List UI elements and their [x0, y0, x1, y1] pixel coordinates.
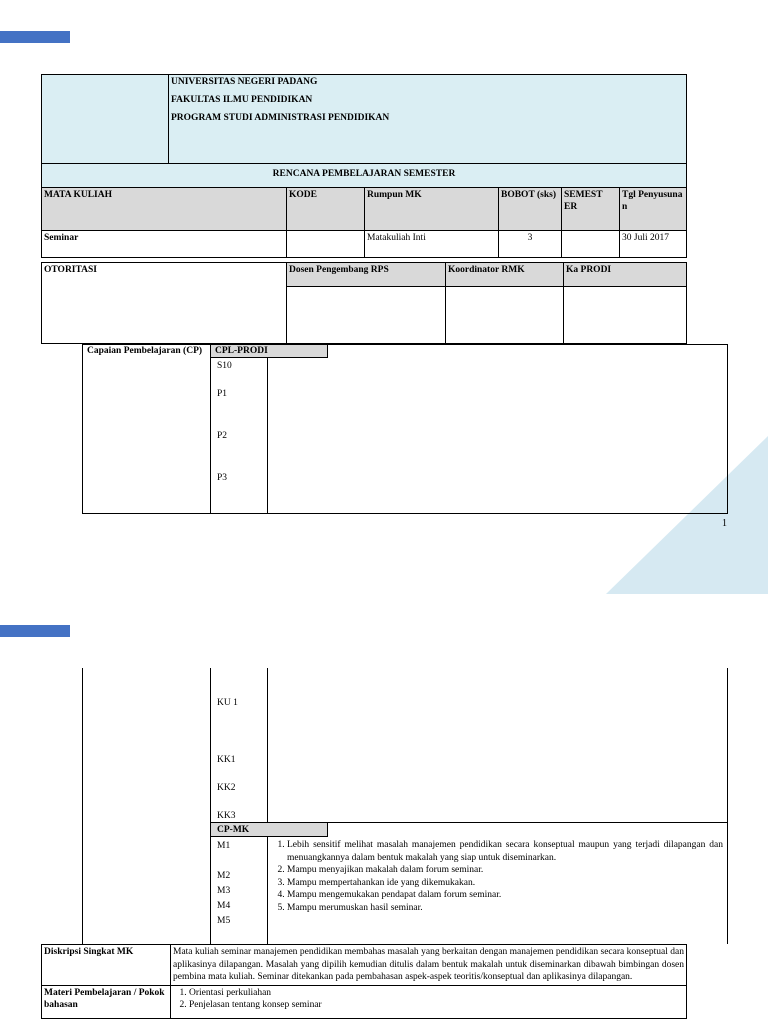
cp-mk-list: [271, 839, 723, 914]
otoritasi-table: [41, 262, 687, 344]
val-bobot: 3: [499, 231, 562, 258]
rps-title: RENCANA PEMBELAJARAN SEMESTER: [42, 164, 687, 190]
code-m1: M1: [217, 841, 231, 851]
code-p2: P2: [217, 431, 228, 441]
page1-accent-bar: [0, 31, 70, 43]
page-number: 1: [722, 518, 727, 529]
code-m2: M2: [217, 871, 231, 881]
deskripsi-text: Mata kuliah seminar manajemen pendidikan membahas masalah yang berkaitan dengan manajemen pendidikan secara konseptual dan aplikasinya dilapangan. Masalah yang dipilih kemudian ditulis dalam bentuk makalah untuk diseminarkan dibawah bimbingan dosen pembina mata kuliah. Seminar ditekankan pada pembahasan aspek-aspek teoritis/konseptual dan aplikasinya dilapangan.: [171, 945, 687, 986]
code-ku1: KU 1: [217, 698, 238, 708]
code-kk1: KK1: [217, 755, 236, 765]
col-kode: KODE: [287, 188, 365, 231]
kaprodi-header: Ka PRODI: [564, 263, 687, 287]
code-p3: P3: [217, 473, 228, 483]
code-kk2: KK2: [217, 783, 236, 793]
header-table: [41, 74, 687, 190]
materi-list: [171, 985, 687, 1018]
cp2-divider-1: [210, 668, 211, 944]
koordinator-header: Koordinator RMK: [446, 263, 564, 287]
otoritasi-label: OTORITASI: [42, 263, 287, 344]
materi-item: 1. Orientasi perkuliahan: [189, 987, 684, 999]
page2-accent-bar: [0, 625, 70, 637]
col-semester: SEMEST ER: [562, 188, 620, 231]
cp-mk-item: 4. Mampu mengemukakan pendapat dalam forum seminar.: [287, 889, 723, 902]
val-kode: [287, 231, 365, 258]
cp-divider-1: [210, 344, 211, 514]
code-s10: S10: [217, 361, 232, 371]
code-m5: M5: [217, 916, 231, 926]
university-name: UNIVERSITAS NEGERI PADANG: [171, 77, 318, 87]
cp-mk-item: 2. Mampu menyajikan makalah dalam forum seminar.: [287, 864, 723, 877]
materi-item: 2. Penjelasan tentang konsep seminar: [189, 999, 684, 1011]
code-m3: M3: [217, 886, 231, 896]
cpl-prodi-header: CPL-PRODI: [215, 346, 268, 356]
cp-block: [82, 344, 728, 514]
faculty-name: FAKULTAS ILMU PENDIDIKAN: [171, 95, 313, 105]
cp2-left-border: [82, 668, 83, 944]
university-header: [169, 75, 687, 164]
val-rumpun: Matakuliah Inti: [365, 231, 499, 258]
cp-mk-item: 5. Mampu merumuskan hasil seminar.: [287, 902, 723, 915]
materi-label: Materi Pembelajaran / Pokok bahasan: [42, 985, 171, 1018]
program-name: PROGRAM STUDI ADMINISTRASI PENDIDIKAN: [171, 113, 390, 123]
dosen-signature-cell: [287, 286, 446, 343]
cp2-divider-3: [267, 837, 268, 944]
cp-divider-2: [267, 358, 268, 514]
deskripsi-table: [41, 944, 687, 1019]
val-semester: [562, 231, 620, 258]
cp2-divider-2: [267, 668, 268, 823]
dosen-pengembang-header: Dosen Pengembang RPS: [287, 263, 446, 287]
code-p1: P1: [217, 389, 228, 399]
col-rumpun: Rumpun MK: [365, 188, 499, 231]
course-info-table: [41, 187, 687, 258]
col-mata-kuliah: MATA KULIAH: [42, 188, 287, 231]
code-kk3: KK3: [217, 811, 236, 821]
cp2-right-border: [727, 668, 728, 944]
cp-mk-header: CP-MK: [217, 825, 250, 835]
kaprodi-signature-cell: [564, 286, 687, 343]
col-tgl: Tgl Penyusuna n: [620, 188, 687, 231]
cp-mk-item: 3. Mampu mempertahankan ide yang dikemukakan.: [287, 877, 723, 890]
col-bobot: BOBOT (sks): [499, 188, 562, 231]
deskripsi-label: Diskripsi Singkat MK: [42, 945, 171, 986]
koordinator-signature-cell: [446, 286, 564, 343]
cp-mk-item: 1. Lebih sensitif melihat masalah manajemen pendidikan secara konseptual maupun yang terjadi dilapangan dan menuangkannya dalam bentuk makalah yang siap untuk diseminarkan.: [287, 839, 723, 864]
val-tgl: 30 Juli 2017: [620, 231, 687, 258]
cp-label: Capaian Pembelajaran (CP): [87, 346, 203, 356]
val-mata-kuliah: Seminar: [42, 231, 287, 258]
code-m4: M4: [217, 901, 231, 911]
